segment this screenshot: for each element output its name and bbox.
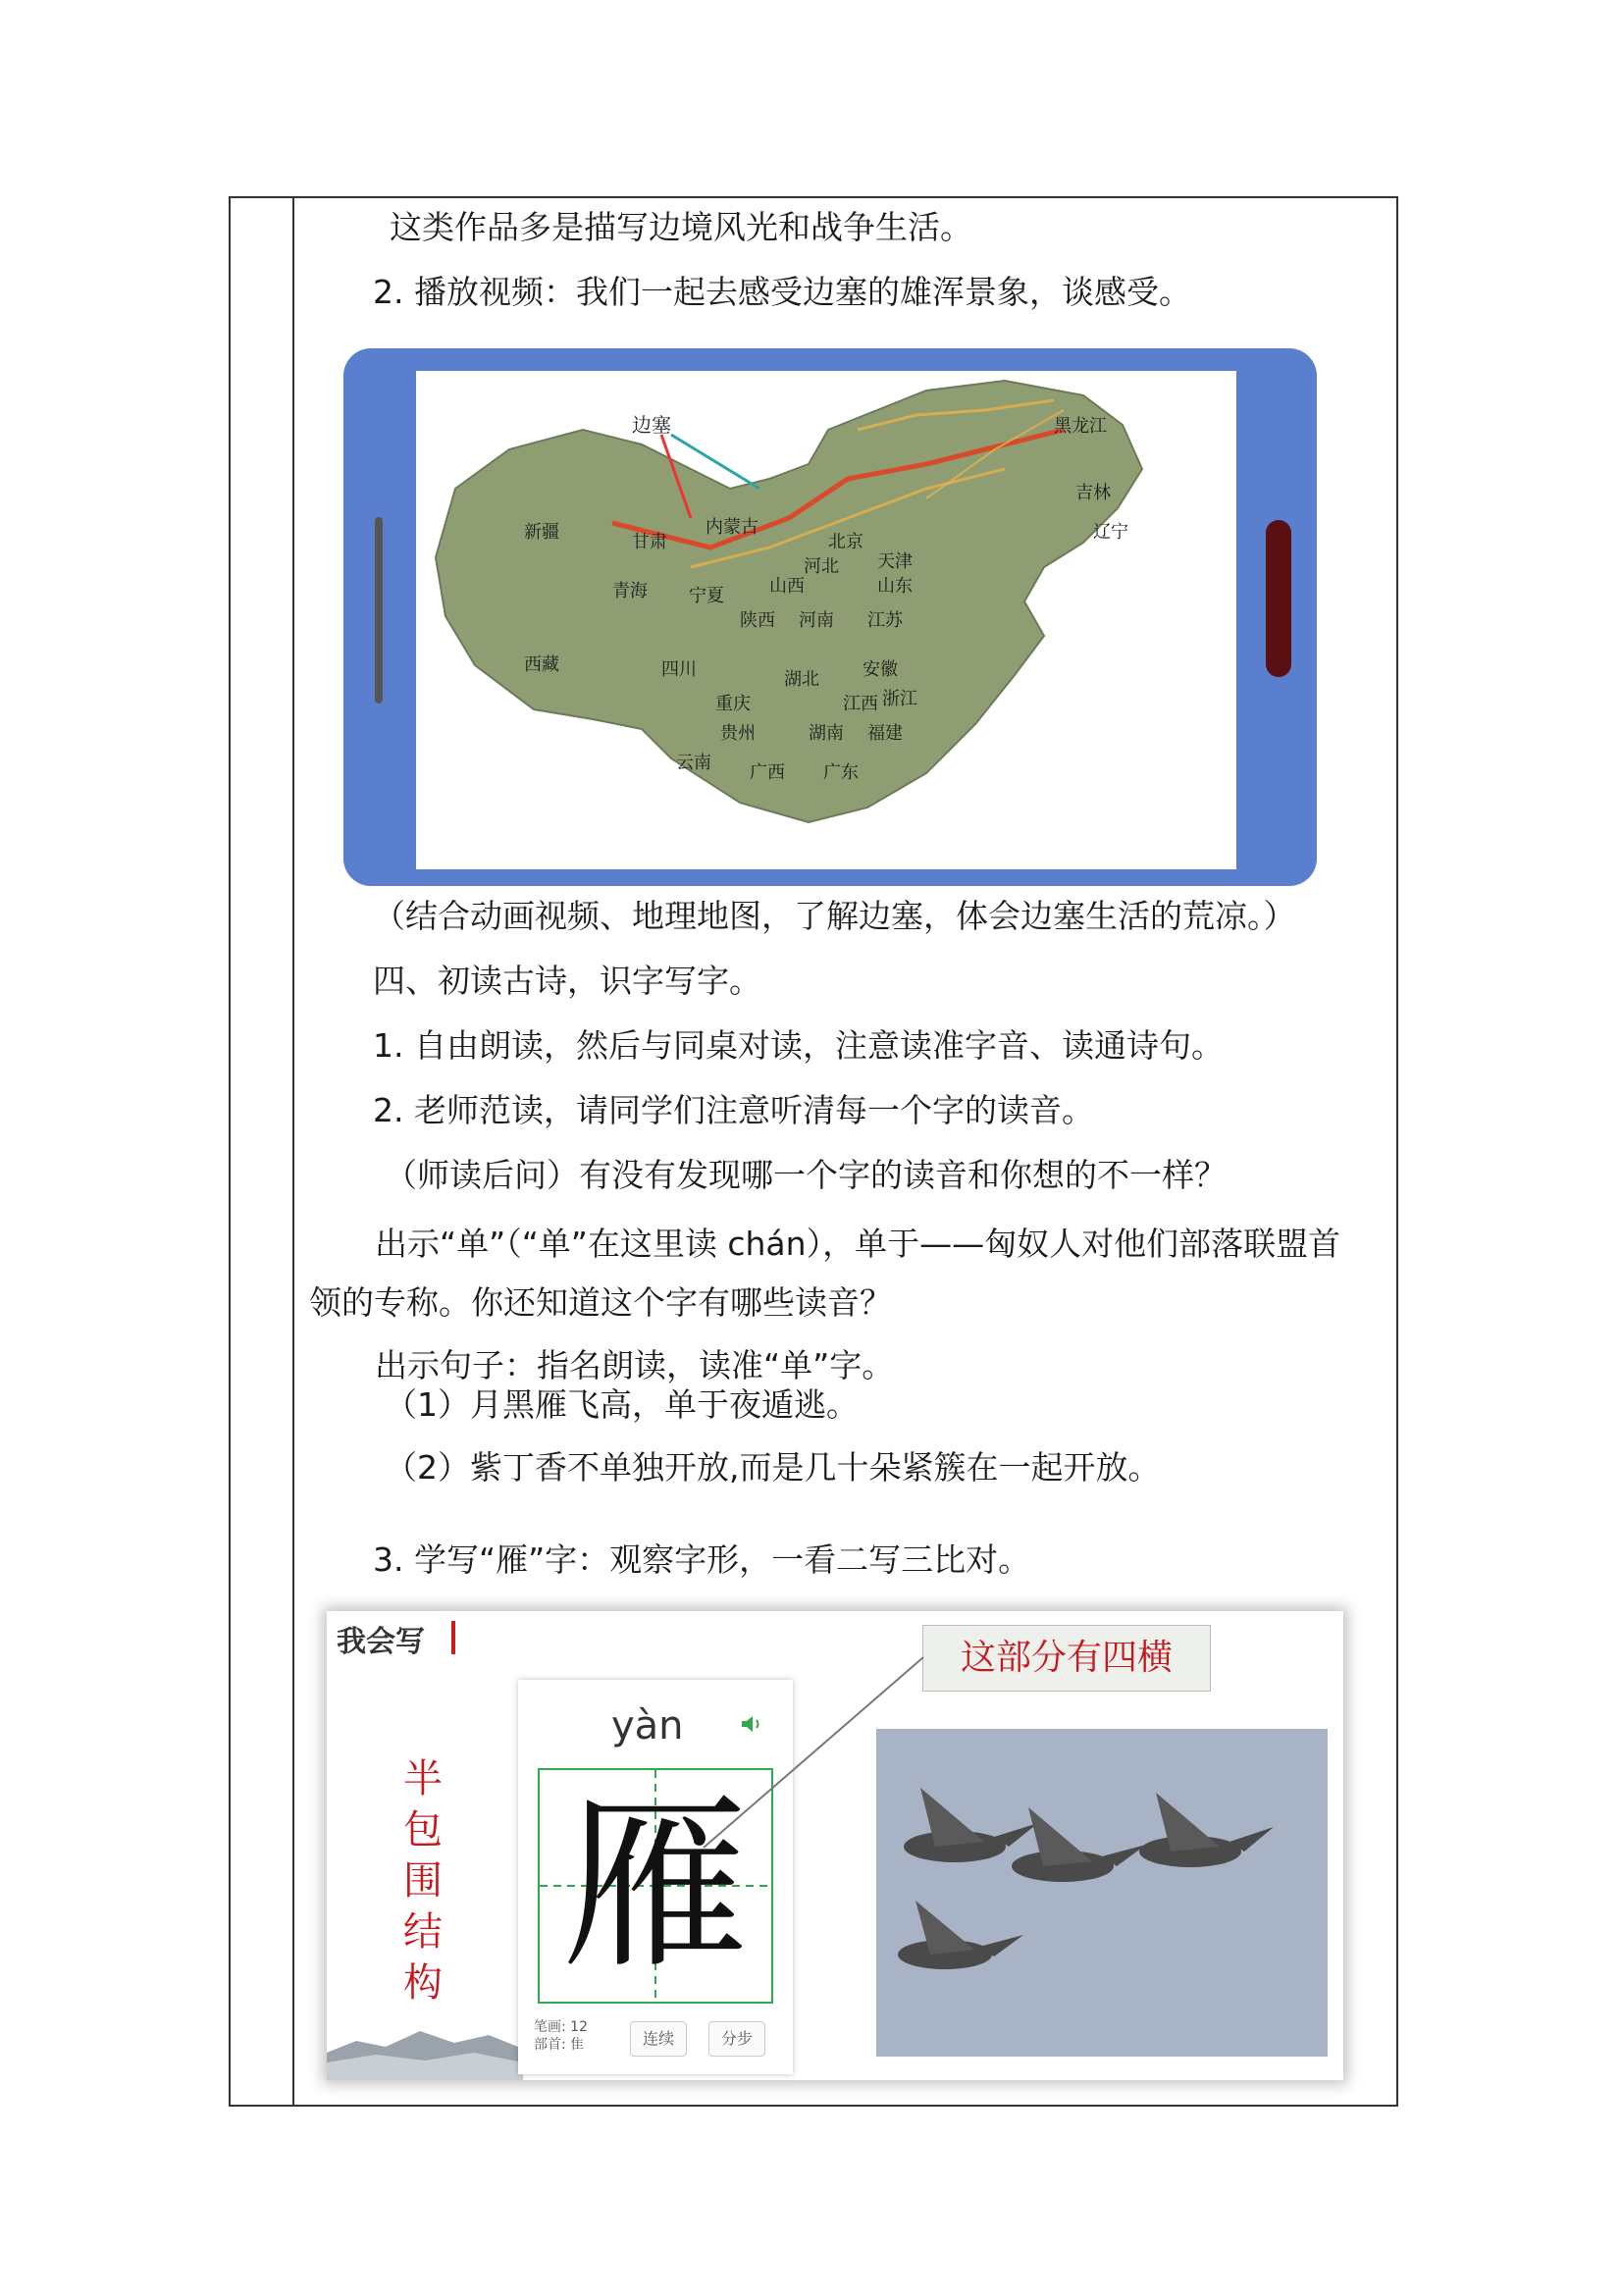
structure-char-1: 半 [403, 1756, 443, 1801]
map-province-label: 河北 [804, 556, 839, 577]
mountain-image [327, 2023, 523, 2080]
map-province-label: 青海 [612, 581, 648, 601]
map-province-label: 福建 [867, 723, 903, 744]
stroke-count: 笔画: 12 [534, 2019, 588, 2035]
pinyin-label: yàn [611, 1703, 684, 1748]
continuous-button[interactable]: 连续 [630, 2021, 687, 2057]
text-line-12: （2）紫丁香不单独开放,而是几十朵紧簇在一起开放。 [385, 1448, 1161, 1487]
map-province-label: 江苏 [867, 610, 903, 631]
text-line-5: 1. 自由朗读，然后与同桌对读，注意读准字音、读通诗句。 [373, 1026, 1224, 1065]
map-province-label: 浙江 [882, 689, 917, 709]
writing-practice-panel [327, 1611, 1343, 2080]
text-line-4: 四、初读古诗，识字写字。 [373, 962, 761, 1000]
map-province-label: 甘肃 [632, 532, 667, 552]
map-province-label: 新疆 [524, 522, 559, 543]
structure-char-2: 包 [403, 1807, 443, 1852]
tablet-speaker-slot [375, 517, 383, 704]
text-line-10: 出示句子：指名朗读，读准“单”字。 [375, 1346, 895, 1384]
writing-title: 我会写 [337, 1625, 425, 1659]
map-province-label: 云南 [676, 753, 711, 773]
tablet-frame [343, 348, 1317, 886]
map-province-label: 广东 [823, 762, 859, 783]
text-line-1: 这类作品多是描写边境风光和战争生活。 [390, 208, 972, 246]
map-province-label: 宁夏 [689, 586, 724, 606]
text-line-8: 出示“单”（“单”在这里读 chán），单于——匈奴人对他们部落联盟首 [375, 1225, 1341, 1263]
map-province-label: 吉林 [1075, 483, 1111, 503]
map-province-label: 安徽 [863, 659, 898, 680]
text-line-3: （结合动画视频、地理地图，了解边塞，体会边塞生活的荒凉。） [373, 897, 1296, 935]
map-province-label: 河南 [799, 610, 834, 631]
radical: 部首: 隹 [534, 2037, 585, 2053]
map-province-label: 广西 [750, 762, 785, 783]
map-province-label: 湖南 [809, 723, 844, 744]
text-line-13: 3. 学写“雁”字：观察字形，一看二写三比对。 [373, 1540, 1031, 1579]
map-annotation: 边塞 [632, 413, 671, 437]
map-province-label: 陕西 [740, 610, 775, 631]
text-line-11: （1）月黑雁飞高，单于夜遁逃。 [385, 1385, 859, 1424]
character-meta [534, 2018, 588, 2054]
table-column-divider [292, 196, 294, 2107]
structure-char-3: 围 [403, 1858, 443, 1904]
practice-character: 雁 [561, 1777, 749, 1994]
map-province-label: 辽宁 [1093, 522, 1128, 543]
structure-label [374, 1753, 472, 2009]
step-button[interactable]: 分步 [708, 2021, 765, 2057]
text-line-6: 2. 老师范读，请同学们注意听清每一个字的读音。 [373, 1091, 1094, 1129]
text-line-9: 领的专称。你还知道这个字有哪些读音？ [309, 1283, 892, 1322]
map-province-label: 内蒙古 [706, 517, 758, 538]
map-province-label: 江西 [843, 694, 878, 714]
map-province-label: 重庆 [715, 694, 751, 714]
tablet-home-button [1266, 520, 1291, 677]
structure-char-5: 构 [403, 1960, 443, 2006]
text-line-7: （师读后问）有没有发现哪一个字的读音和你想的不一样？ [385, 1156, 1227, 1194]
map-province-label: 湖北 [784, 669, 819, 690]
china-map [416, 371, 1236, 869]
map-province-label: 山东 [877, 576, 913, 597]
map-province-label: 西藏 [524, 654, 559, 675]
map-province-label: 四川 [661, 659, 697, 680]
map-province-label: 黑龙江 [1054, 416, 1107, 437]
stroke-note-label: 这部分有四横 [922, 1625, 1211, 1692]
map-province-label: 山西 [769, 576, 805, 597]
map-province-label: 贵州 [720, 723, 756, 744]
geese-photo [876, 1729, 1328, 2057]
map-province-label: 北京 [828, 532, 863, 552]
text-line-2: 2. 播放视频：我们一起去感受边塞的雄浑景象，谈感受。 [373, 273, 1191, 311]
title-accent-bar [451, 1621, 455, 1654]
map-province-label: 天津 [877, 551, 913, 572]
structure-char-4: 结 [403, 1909, 443, 1955]
